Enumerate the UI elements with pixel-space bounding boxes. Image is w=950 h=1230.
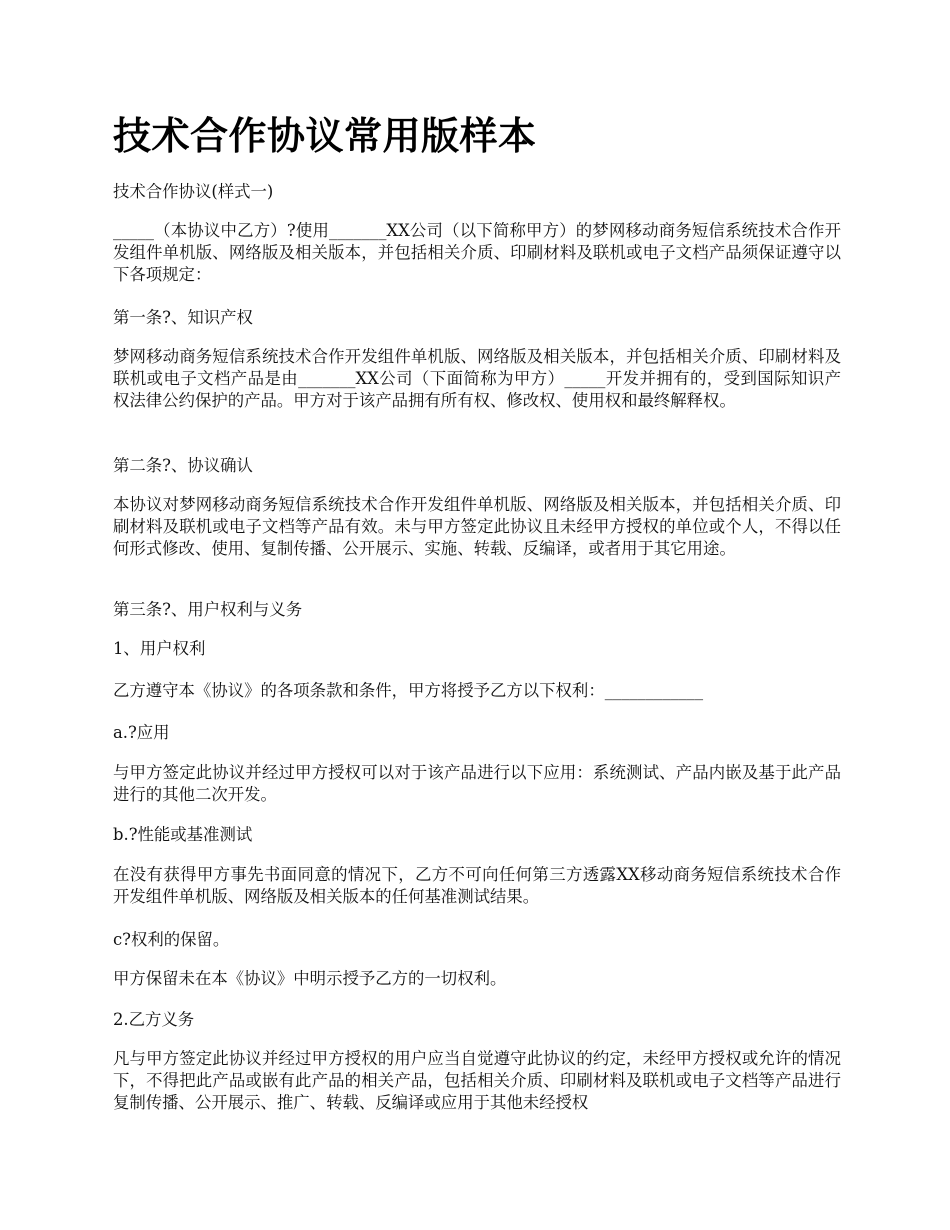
clause-a-heading: a.?应用 [113, 723, 170, 742]
clause-c-body: 甲方保留未在本《协议》中明示授予乙方的一切权利。 [113, 969, 507, 988]
clause-a-body: 与甲方签定此协议并经过甲方授权可以对于该产品进行以下应用：系统测试、产品内嵌及基于此产品进行的其他二次开发。 [113, 763, 841, 804]
user-rights-heading: 1、用户权利 [113, 639, 206, 658]
clause-c-heading: c?权利的保留。 [113, 930, 230, 949]
clause-b-body: 在没有获得甲方事先书面同意的情况下，乙方不可向任何第三方透露XX移动商务短信系统技术合作开发组件单机版、网络版及相关版本的任何基准测试结果。 [113, 865, 841, 906]
obligations-body: 凡与甲方签定此协议并经过甲方授权的用户应当自觉遵守此协议的约定，未经甲方授权或允许的情况下，不得把此产品或嵌有此产品的相关产品，包括相关介质、印刷材料及联机或电子文档等产品进行复制传播、公开展示、推广、转载、反编译或应用于其他未经授权 [113, 1049, 841, 1112]
subtitle-paragraph: 技术合作协议(样式一) [113, 182, 274, 201]
article-3-heading: 第三条?、用户权利与义务 [113, 600, 303, 619]
user-rights-body: 乙方遵守本《协议》的各项条款和条件，甲方将授予乙方以下权利：____________ [113, 681, 704, 700]
article-2-body: 本协议对梦网移动商务短信系统技术合作开发组件单机版、网络版及相关版本，并包括相关介质、印刷材料及联机或电子文档等产品有效。未与甲方签定此协议且未经甲方授权的单位或个人，不得以任何形式修改、使用、复制传播、公开展示、实施、转载、反编译，或者用于其它用途。 [113, 495, 841, 558]
clause-b-heading: b.?性能或基准测试 [113, 825, 253, 844]
intro-paragraph: _____（本协议中乙方）?使用_______XX公司（以下简称甲方）的梦网移动商务短信系统技术合作开发组件单机版、网络版及相关版本，并包括相关介质、印刷材料及联机或电子文档产品须保证遵守以下各项规定： [113, 221, 841, 284]
document-title: 技术合作协议常用版样本 [113, 114, 537, 158]
article-1-body: 梦网移动商务短信系统技术合作开发组件单机版、网络版及相关版本，并包括相关介质、印刷材料及联机或电子文档产品是由_______XX公司（下面简称为甲方）_____开发并拥有的，受到国际知识产权法律公约保护的产品。甲方对于该产品拥有所有权、修改权、使用权和最终解释权。 [113, 347, 841, 410]
obligations-heading: 2.乙方义务 [113, 1010, 195, 1029]
article-2-heading: 第二条?、协议确认 [113, 456, 253, 475]
article-1-heading: 第一条?、知识产权 [113, 308, 253, 327]
